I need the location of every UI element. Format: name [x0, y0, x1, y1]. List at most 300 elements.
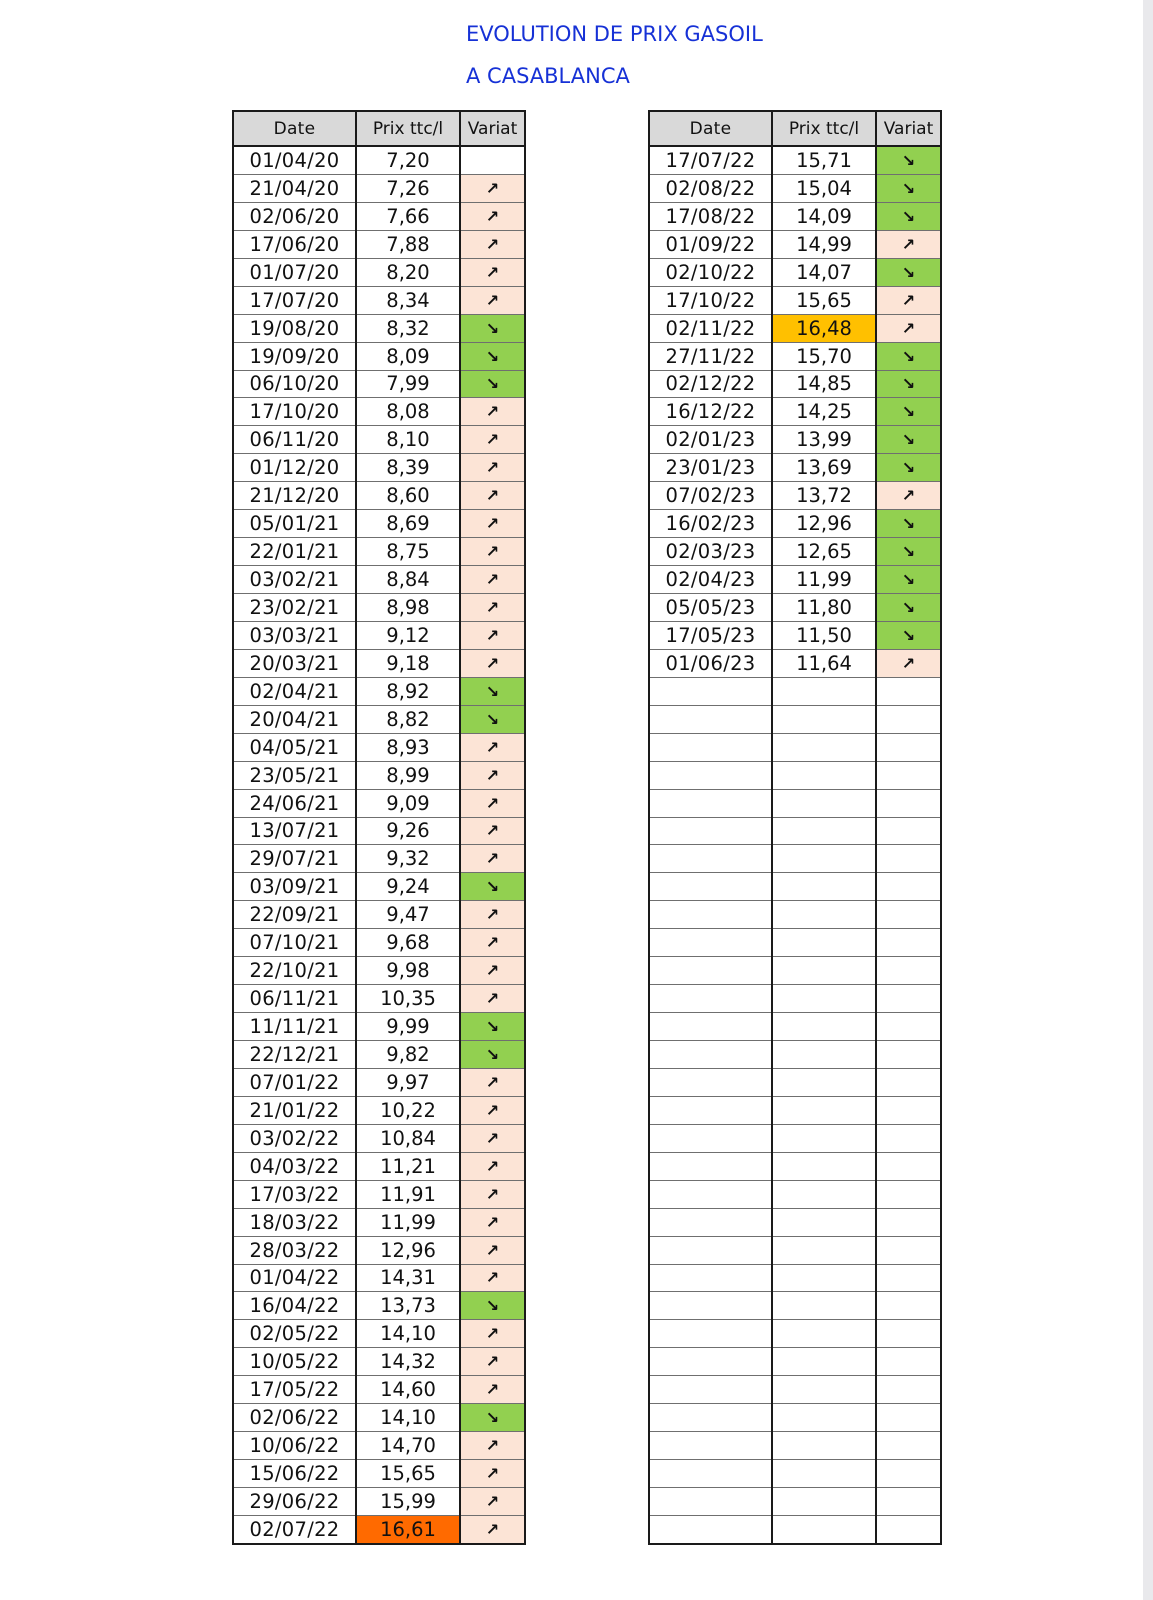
date-cell: 17/07/22	[649, 146, 772, 174]
date-cell: 22/12/21	[233, 1041, 356, 1069]
price-cell: 8,84	[356, 566, 460, 594]
price-cell: 10,22	[356, 1096, 460, 1124]
empty-row	[649, 1488, 941, 1516]
empty-row	[649, 705, 941, 733]
price-cell: 15,65	[356, 1460, 460, 1488]
variation-cell	[876, 1264, 941, 1292]
price-cell	[772, 1208, 876, 1236]
arrow-up-icon: ↗	[460, 1096, 525, 1124]
price-cell: 9,24	[356, 873, 460, 901]
empty-row	[649, 1041, 941, 1069]
date-cell: 01/07/20	[233, 258, 356, 286]
price-cell: 7,26	[356, 174, 460, 202]
table-row	[233, 817, 525, 845]
price-cell: 15,99	[356, 1488, 460, 1516]
date-cell: 02/04/21	[233, 677, 356, 705]
date-cell	[649, 1348, 772, 1376]
price-cell: 10,35	[356, 985, 460, 1013]
price-cell	[772, 761, 876, 789]
arrow-up-icon: ↗	[460, 286, 525, 314]
table-row	[233, 566, 525, 594]
empty-row	[649, 957, 941, 985]
date-cell: 16/02/23	[649, 510, 772, 538]
date-cell: 22/10/21	[233, 957, 356, 985]
price-cell: 8,60	[356, 482, 460, 510]
date-cell: 06/11/20	[233, 426, 356, 454]
price-cell: 8,98	[356, 594, 460, 622]
date-cell: 22/09/21	[233, 901, 356, 929]
table-row	[649, 230, 941, 258]
table-row	[649, 510, 941, 538]
arrow-up-icon: ↗	[460, 901, 525, 929]
variation-cell	[876, 1292, 941, 1320]
price-cell: 8,92	[356, 677, 460, 705]
date-cell	[649, 1124, 772, 1152]
price-cell	[772, 873, 876, 901]
price-cell: 13,73	[356, 1292, 460, 1320]
arrow-down-icon: ↘	[876, 538, 941, 566]
price-cell: 8,10	[356, 426, 460, 454]
header-variation: Variat	[876, 111, 941, 146]
arrow-up-icon: ↗	[460, 1264, 525, 1292]
date-cell: 05/05/23	[649, 594, 772, 622]
header-price: Prix ttc/l	[772, 111, 876, 146]
arrow-up-icon: ↗	[460, 789, 525, 817]
date-cell: 16/12/22	[649, 398, 772, 426]
price-cell: 8,99	[356, 761, 460, 789]
date-cell: 07/10/21	[233, 929, 356, 957]
price-cell	[772, 677, 876, 705]
price-cell: 14,10	[356, 1404, 460, 1432]
date-cell: 27/11/22	[649, 342, 772, 370]
date-cell: 13/07/21	[233, 817, 356, 845]
date-cell	[649, 1152, 772, 1180]
table-row	[233, 538, 525, 566]
arrow-up-icon: ↗	[460, 230, 525, 258]
page-edge	[1143, 0, 1153, 1600]
variation-cell	[876, 733, 941, 761]
date-cell	[649, 901, 772, 929]
table-row	[649, 286, 941, 314]
date-cell	[649, 1515, 772, 1543]
arrow-up-icon: ↗	[460, 1488, 525, 1516]
empty-row	[649, 1180, 941, 1208]
arrow-up-icon: ↗	[460, 1460, 525, 1488]
arrow-down-icon: ↘	[876, 174, 941, 202]
table-row	[649, 426, 941, 454]
table-row	[233, 789, 525, 817]
price-cell	[772, 705, 876, 733]
empty-row	[649, 1320, 941, 1348]
table-row	[649, 342, 941, 370]
variation-cell	[876, 761, 941, 789]
arrow-down-icon: ↘	[876, 594, 941, 622]
price-cell: 9,32	[356, 845, 460, 873]
table-row	[649, 314, 941, 342]
date-cell: 06/10/20	[233, 370, 356, 398]
variation-cell	[876, 873, 941, 901]
price-cell: 15,71	[772, 146, 876, 174]
table-row	[233, 230, 525, 258]
date-cell	[649, 817, 772, 845]
price-cell	[772, 1460, 876, 1488]
arrow-up-icon: ↗	[460, 649, 525, 677]
date-cell: 16/04/22	[233, 1292, 356, 1320]
arrow-up-icon: ↗	[460, 1124, 525, 1152]
table-row	[649, 482, 941, 510]
date-cell: 03/09/21	[233, 873, 356, 901]
price-cell: 16,48	[772, 314, 876, 342]
table-header-row	[233, 111, 525, 146]
table-row	[233, 1376, 525, 1404]
empty-row	[649, 873, 941, 901]
date-cell	[649, 1236, 772, 1264]
table-row	[233, 649, 525, 677]
empty-row	[649, 1432, 941, 1460]
empty-row	[649, 1068, 941, 1096]
variation-cell	[876, 677, 941, 705]
price-cell: 8,20	[356, 258, 460, 286]
price-cell: 8,34	[356, 286, 460, 314]
arrow-down-icon: ↘	[876, 258, 941, 286]
price-cell	[772, 733, 876, 761]
date-cell	[649, 1432, 772, 1460]
empty-row	[649, 1013, 941, 1041]
price-cell: 8,32	[356, 314, 460, 342]
date-cell: 17/10/20	[233, 398, 356, 426]
date-cell: 03/03/21	[233, 621, 356, 649]
arrow-down-icon: ↘	[460, 1013, 525, 1041]
table-row	[233, 1348, 525, 1376]
variation-cell	[876, 1488, 941, 1516]
header-date: Date	[233, 111, 356, 146]
variation-cell	[876, 1180, 941, 1208]
table-row	[233, 873, 525, 901]
empty-row	[649, 817, 941, 845]
price-cell: 15,04	[772, 174, 876, 202]
date-cell	[649, 1264, 772, 1292]
empty-row	[649, 1096, 941, 1124]
arrow-up-icon: ↗	[460, 929, 525, 957]
price-cell: 7,20	[356, 146, 460, 174]
table-row	[233, 1208, 525, 1236]
date-cell: 23/02/21	[233, 594, 356, 622]
price-cell: 9,99	[356, 1013, 460, 1041]
price-cell	[772, 1292, 876, 1320]
arrow-up-icon: ↗	[876, 314, 941, 342]
date-cell: 24/06/21	[233, 789, 356, 817]
arrow-down-icon: ↘	[460, 1041, 525, 1069]
price-cell: 14,10	[356, 1320, 460, 1348]
price-cell: 11,64	[772, 649, 876, 677]
price-cell	[772, 1180, 876, 1208]
arrow-up-icon: ↗	[460, 1376, 525, 1404]
table-row	[233, 146, 525, 174]
price-cell: 14,07	[772, 258, 876, 286]
date-cell: 02/05/22	[233, 1320, 356, 1348]
arrow-up-icon: ↗	[876, 482, 941, 510]
table-header-row	[649, 111, 941, 146]
variation-cell	[876, 705, 941, 733]
date-cell: 29/06/22	[233, 1488, 356, 1516]
arrow-up-icon: ↗	[460, 1208, 525, 1236]
arrow-down-icon: ↘	[460, 705, 525, 733]
variation-cell	[876, 957, 941, 985]
table-row	[233, 677, 525, 705]
empty-row	[649, 733, 941, 761]
price-cell: 12,96	[772, 510, 876, 538]
arrow-up-icon: ↗	[460, 1515, 525, 1543]
empty-row	[649, 677, 941, 705]
table-row	[233, 510, 525, 538]
arrow-up-icon: ↗	[460, 1180, 525, 1208]
arrow-up-icon: ↗	[460, 258, 525, 286]
price-cell: 14,99	[772, 230, 876, 258]
date-cell: 17/05/22	[233, 1376, 356, 1404]
arrow-up-icon: ↗	[460, 510, 525, 538]
empty-row	[649, 1236, 941, 1264]
date-cell: 17/05/23	[649, 621, 772, 649]
price-cell	[772, 957, 876, 985]
price-cell	[772, 1376, 876, 1404]
table-row	[649, 538, 941, 566]
arrow-down-icon: ↘	[876, 370, 941, 398]
table-row	[649, 202, 941, 230]
arrow-up-icon: ↗	[460, 1068, 525, 1096]
date-cell: 15/06/22	[233, 1460, 356, 1488]
date-cell: 17/06/20	[233, 230, 356, 258]
arrow-up-icon: ↗	[460, 733, 525, 761]
variation-cell	[876, 929, 941, 957]
date-cell: 21/01/22	[233, 1096, 356, 1124]
date-cell: 11/11/21	[233, 1013, 356, 1041]
date-cell: 01/04/22	[233, 1264, 356, 1292]
table-row	[233, 1264, 525, 1292]
table-row	[233, 342, 525, 370]
table-row	[233, 594, 525, 622]
date-cell: 28/03/22	[233, 1236, 356, 1264]
date-cell: 04/03/22	[233, 1152, 356, 1180]
date-cell	[649, 929, 772, 957]
date-cell: 10/06/22	[233, 1432, 356, 1460]
price-cell: 14,70	[356, 1432, 460, 1460]
arrow-up-icon: ↗	[460, 1320, 525, 1348]
date-cell: 17/08/22	[649, 202, 772, 230]
table-row	[649, 398, 941, 426]
price-cell	[772, 817, 876, 845]
arrow-up-icon: ↗	[460, 174, 525, 202]
empty-row	[649, 929, 941, 957]
table-row	[233, 1236, 525, 1264]
arrow-down-icon: ↘	[876, 146, 941, 174]
price-cell: 8,82	[356, 705, 460, 733]
price-cell: 9,68	[356, 929, 460, 957]
date-cell	[649, 1013, 772, 1041]
price-cell	[772, 929, 876, 957]
arrow-up-icon: ↗	[876, 649, 941, 677]
table-row	[233, 1152, 525, 1180]
table-row	[233, 1292, 525, 1320]
table-row	[233, 1488, 525, 1516]
arrow-up-icon: ↗	[876, 286, 941, 314]
price-cell: 11,50	[772, 621, 876, 649]
date-cell: 19/08/20	[233, 314, 356, 342]
table-row	[233, 398, 525, 426]
date-cell: 01/06/23	[649, 649, 772, 677]
arrow-down-icon: ↘	[876, 510, 941, 538]
table-row	[233, 454, 525, 482]
date-cell: 06/11/21	[233, 985, 356, 1013]
price-cell: 7,88	[356, 230, 460, 258]
table-row	[233, 314, 525, 342]
variation-cell	[876, 1208, 941, 1236]
table-row	[233, 174, 525, 202]
empty-row	[649, 901, 941, 929]
table-row	[233, 482, 525, 510]
date-cell	[649, 789, 772, 817]
date-cell: 02/06/20	[233, 202, 356, 230]
table-row	[233, 1013, 525, 1041]
price-cell	[772, 1432, 876, 1460]
date-cell: 02/04/23	[649, 566, 772, 594]
empty-row	[649, 1124, 941, 1152]
date-cell	[649, 873, 772, 901]
price-cell	[772, 1013, 876, 1041]
arrow-down-icon: ↘	[876, 342, 941, 370]
arrow-up-icon: ↗	[460, 202, 525, 230]
empty-row	[649, 1515, 941, 1543]
date-cell: 01/09/22	[649, 230, 772, 258]
table-row	[649, 258, 941, 286]
page-title: EVOLUTION DE PRIX GASOIL	[466, 22, 763, 46]
date-cell: 29/07/21	[233, 845, 356, 873]
variation-cell	[876, 1320, 941, 1348]
table-row	[233, 426, 525, 454]
variation-cell	[876, 1376, 941, 1404]
arrow-down-icon: ↘	[460, 873, 525, 901]
empty-row	[649, 1152, 941, 1180]
variation-cell	[876, 1515, 941, 1543]
arrow-down-icon: ↘	[876, 398, 941, 426]
empty-row	[649, 845, 941, 873]
variation-cell	[876, 1096, 941, 1124]
date-cell	[649, 957, 772, 985]
price-cell	[772, 1348, 876, 1376]
price-cell: 8,09	[356, 342, 460, 370]
table-row	[233, 901, 525, 929]
price-table-left	[232, 110, 526, 1545]
price-cell	[772, 1152, 876, 1180]
date-cell: 02/01/23	[649, 426, 772, 454]
date-cell: 02/12/22	[649, 370, 772, 398]
date-cell: 07/01/22	[233, 1068, 356, 1096]
empty-row	[649, 1292, 941, 1320]
header-date: Date	[649, 111, 772, 146]
table-row	[233, 1068, 525, 1096]
date-cell: 22/01/21	[233, 538, 356, 566]
price-cell: 8,08	[356, 398, 460, 426]
date-cell	[649, 1404, 772, 1432]
price-cell: 9,26	[356, 817, 460, 845]
price-table-right	[648, 110, 942, 1545]
arrow-up-icon: ↗	[460, 482, 525, 510]
arrow-up-icon: ↗	[460, 538, 525, 566]
date-cell	[649, 677, 772, 705]
price-cell: 9,97	[356, 1068, 460, 1096]
price-cell: 14,60	[356, 1376, 460, 1404]
empty-row	[649, 1208, 941, 1236]
arrow-up-icon: ↗	[460, 398, 525, 426]
price-cell	[772, 1124, 876, 1152]
table-row	[649, 174, 941, 202]
arrow-up-icon: ↗	[460, 1432, 525, 1460]
date-cell	[649, 845, 772, 873]
variation-cell	[876, 1068, 941, 1096]
price-cell: 8,93	[356, 733, 460, 761]
arrow-up-icon: ↗	[460, 1152, 525, 1180]
date-cell: 03/02/21	[233, 566, 356, 594]
date-cell: 10/05/22	[233, 1348, 356, 1376]
date-cell: 18/03/22	[233, 1208, 356, 1236]
price-cell	[772, 1096, 876, 1124]
price-cell	[772, 1041, 876, 1069]
arrow-down-icon: ↘	[876, 426, 941, 454]
date-cell: 04/05/21	[233, 733, 356, 761]
date-cell: 20/03/21	[233, 649, 356, 677]
variation-cell	[876, 1152, 941, 1180]
date-cell: 03/02/22	[233, 1124, 356, 1152]
table-row	[649, 454, 941, 482]
table-row	[233, 957, 525, 985]
date-cell: 05/01/21	[233, 510, 356, 538]
date-cell: 23/01/23	[649, 454, 772, 482]
table-row	[233, 1096, 525, 1124]
price-cell	[772, 1320, 876, 1348]
price-cell: 9,12	[356, 621, 460, 649]
date-cell	[649, 1180, 772, 1208]
table-row	[233, 286, 525, 314]
price-cell: 16,61	[356, 1515, 460, 1543]
price-cell: 7,99	[356, 370, 460, 398]
date-cell	[649, 705, 772, 733]
empty-row	[649, 1376, 941, 1404]
variation-cell	[876, 1432, 941, 1460]
price-cell	[772, 901, 876, 929]
price-cell: 14,25	[772, 398, 876, 426]
price-cell: 15,70	[772, 342, 876, 370]
table-row	[649, 649, 941, 677]
table-row	[649, 594, 941, 622]
date-cell: 21/12/20	[233, 482, 356, 510]
table-row	[233, 621, 525, 649]
price-cell	[772, 1515, 876, 1543]
table-row	[233, 1320, 525, 1348]
header-variation: Variat	[460, 111, 525, 146]
arrow-up-icon: ↗	[460, 621, 525, 649]
price-cell	[772, 1068, 876, 1096]
empty-row	[649, 789, 941, 817]
table-row	[233, 1460, 525, 1488]
arrow-down-icon: ↘	[876, 202, 941, 230]
date-cell: 07/02/23	[649, 482, 772, 510]
table-row	[233, 929, 525, 957]
arrow-up-icon: ↗	[460, 426, 525, 454]
date-cell	[649, 985, 772, 1013]
arrow-up-icon: ↗	[460, 1236, 525, 1264]
date-cell: 17/10/22	[649, 286, 772, 314]
arrow-up-icon: ↗	[460, 594, 525, 622]
variation-cell	[876, 1013, 941, 1041]
